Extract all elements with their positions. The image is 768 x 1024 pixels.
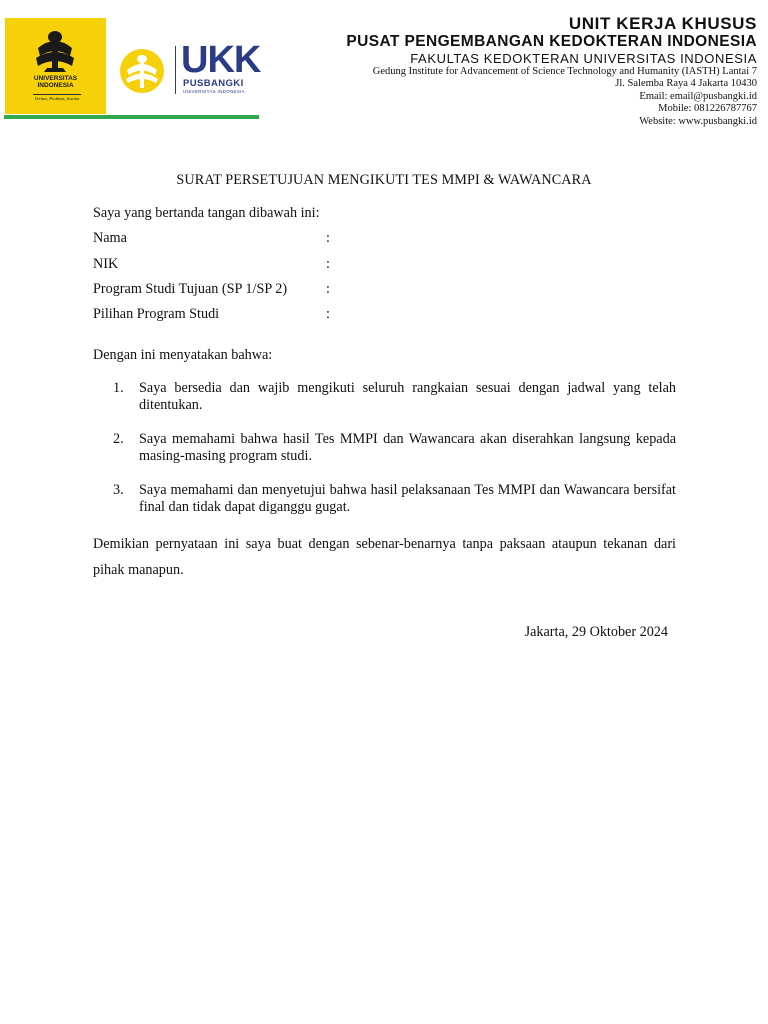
list-text: Saya memahami dan menyetujui bahwa hasil pelaksanaan Tes MMPI dan Wawancara bersifat final dan tidak dapat diganggu gugat. (139, 482, 676, 515)
list-number: 2. (113, 431, 124, 447)
place-date: Jakarta, 29 Oktober 2024 (524, 624, 668, 640)
university-motto: Veritas, Probitas, Iustitia (34, 96, 80, 101)
ukk-logo-separator (175, 46, 176, 94)
list-text: Saya bersedia dan wajib mengikuti seluruh rangkaian sesuai dengan jadwal yang telah ditentukan. (139, 380, 676, 413)
document-title: SURAT PERSETUJUAN MENGIKUTI TES MMPI & WAWANCARA (176, 172, 592, 188)
makara-emblem-icon (30, 28, 80, 74)
field-label: NIK (93, 256, 119, 272)
list-text: Saya memahami bahwa hasil Tes MMPI dan Wawancara akan diserahkan langsung kepada masing-masing program studi. (139, 431, 676, 464)
field-colon: : (326, 306, 330, 322)
field-colon: : (326, 230, 330, 246)
ukk-acronym: UKK (181, 39, 261, 81)
list-number: 1. (113, 380, 124, 396)
address-line: Gedung Institute for Advancement of Science Technology and Humanity (IASTH) Lantai 7 (372, 66, 757, 77)
letterhead-info (346, 14, 757, 128)
org-name-line3: FAKULTAS KEDOKTERAN UNIVERSITAS INDONESIA (410, 51, 757, 66)
university-logo (5, 18, 106, 114)
field-label: Program Studi Tujuan (SP 1/SP 2) (93, 281, 288, 297)
ukk-subtitle: PUSBANGKI (183, 78, 244, 89)
ukk-emblem-icon (117, 46, 167, 96)
field-label: Pilihan Program Studi (93, 306, 220, 322)
org-name-line1: UNIT KERJA KHUSUS (568, 14, 757, 33)
ukk-subtitle-small: UNIVERSITAS INDONESIA (183, 89, 245, 94)
intro-text: Saya yang bertanda tangan dibawah ini: (93, 205, 320, 221)
university-name-line1: UNIVERSITAS (33, 75, 78, 82)
letterhead-accent-line (4, 115, 259, 119)
university-name (5, 75, 106, 89)
email-line: Email: email@pusbangki.id (639, 90, 757, 102)
website-line: Website: www.pusbangki.id (639, 115, 757, 127)
list-number: 3. (113, 482, 124, 498)
org-name-line2: PUSAT PENGEMBANGAN KEDOKTERAN INDONESIA (346, 33, 757, 50)
address-line: Jl. Salemba Raya 4 Jakarta 10430 (615, 78, 757, 90)
university-name-line2: INDONESIA (37, 82, 74, 89)
closing-paragraph: Demikian pernyataan ini saya buat dengan sebenar-benarnya tanpa paksaan ataupun tekanan dari pihak manapun. (93, 536, 676, 578)
statement-intro: Dengan ini menyatakan bahwa: (93, 347, 273, 363)
field-colon: : (326, 256, 330, 272)
field-colon: : (326, 281, 330, 297)
field-label: Nama (93, 230, 127, 246)
mobile-line: Mobile: 081226787767 (658, 103, 757, 115)
